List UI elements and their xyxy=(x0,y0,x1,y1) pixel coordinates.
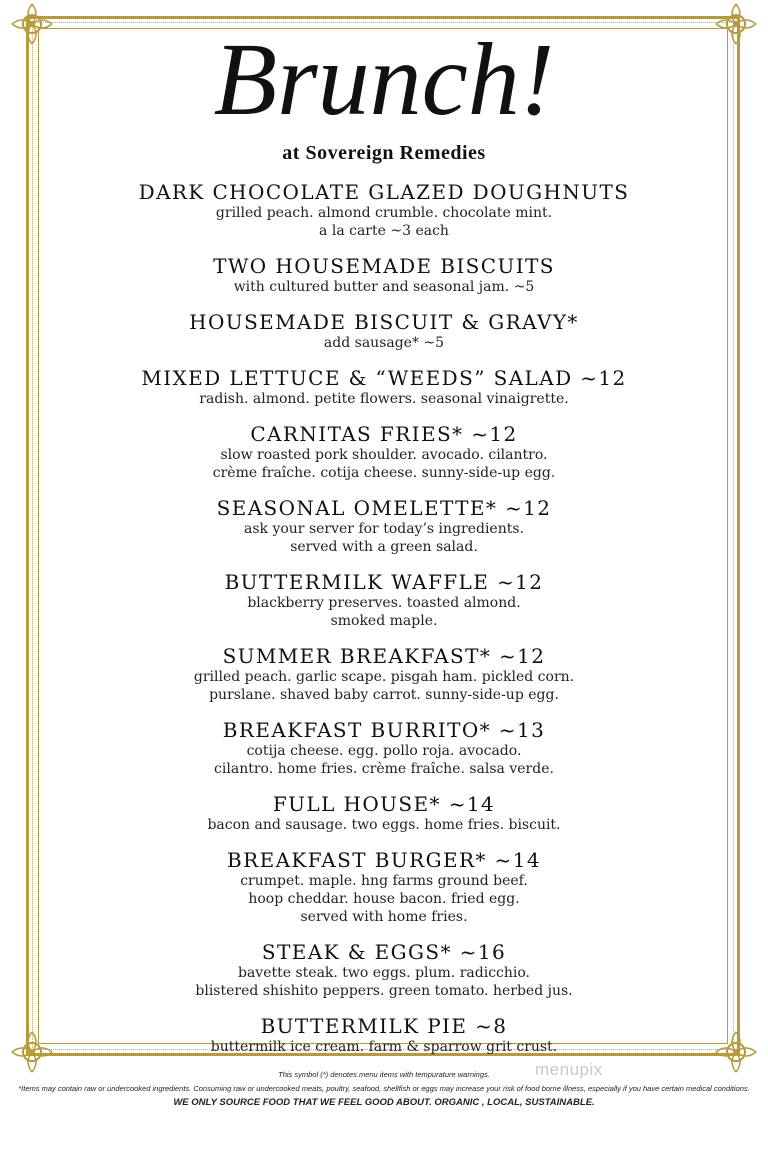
menu-item xyxy=(60,792,708,834)
menu-item-name: HOUSEMADE BISCUIT & GRAVY* xyxy=(189,310,579,334)
food-safety-warning: *Items may contain raw or undercooked ingredients. Consuming raw or undercooked meats, poultry, seafood, shellfish or eggs may increase your risk of food borne illness, especially if you have certain medical conditions. xyxy=(18,1084,750,1093)
symbol-footnote: This symbol (*) denotes menu items with tempurature warnings. xyxy=(278,1070,490,1079)
menu-item-name: BREAKFAST BURRITO* ~13 xyxy=(222,718,546,742)
menu-item-description: ask your server for today’s ingredients. xyxy=(243,521,524,537)
menu-item-name: FULL HOUSE* ~14 xyxy=(272,792,496,816)
menu-item xyxy=(60,1014,708,1056)
menu-item-description: bavette steak. two eggs. plum. radicchio. xyxy=(237,965,531,981)
menu-item-name: BUTTERMILK PIE ~8 xyxy=(260,1014,508,1038)
menu-item-name: STEAK & EGGS* ~16 xyxy=(261,940,507,964)
menu-item-description: add sausage* ~5 xyxy=(323,335,445,351)
corner-ornament-icon xyxy=(714,1030,758,1074)
menu-item xyxy=(60,940,708,1000)
corner-ornament-icon xyxy=(10,1030,54,1074)
menu-item-name: SUMMER BREAKFAST* ~12 xyxy=(222,644,546,668)
menu-item xyxy=(60,310,708,352)
menu-item-description: grilled peach. almond crumble. chocolate mint. xyxy=(215,205,553,221)
menu-item-description: served with a green salad. xyxy=(290,539,478,555)
menu-item xyxy=(60,718,708,778)
menu-item xyxy=(60,180,708,240)
menu-item-name: SEASONAL OMELETTE* ~12 xyxy=(216,496,552,520)
menu-item-name: CARNITAS FRIES* ~12 xyxy=(250,422,518,446)
menu-item xyxy=(60,644,708,704)
menu-item-name: MIXED LETTUCE & “WEEDS” SALAD ~12 xyxy=(141,366,627,390)
menu-item-description: cotija cheese. egg. pollo roja. avocado. xyxy=(246,743,522,759)
menu-item-description: buttermilk ice cream. farm & sparrow grit crust. xyxy=(210,1039,558,1055)
menu-subtitle: at Sovereign Remedies xyxy=(282,142,486,164)
menu-item-name: DARK CHOCOLATE GLAZED DOUGHNUTS xyxy=(138,180,630,204)
menu-item-description: bacon and sausage. two eggs. home fries. biscuit. xyxy=(207,817,561,833)
menu-item-description: crumpet. maple. hng farms ground beef. xyxy=(240,873,528,889)
menu-item-description: served with home fries. xyxy=(300,909,468,925)
menu-item-description: crème fraîche. cotija cheese. sunny-side-up egg. xyxy=(212,465,556,481)
menu-item-name: TWO HOUSEMADE BISCUITS xyxy=(213,254,555,278)
menu-item-name: BREAKFAST BURGER* ~14 xyxy=(227,848,541,872)
menu-item-description: cilantro. home fries. crème fraîche. salsa verde. xyxy=(214,761,554,777)
menu-item-description: with cultured butter and seasonal jam. ~5 xyxy=(233,279,535,295)
watermark: menupix xyxy=(535,1060,603,1079)
menu-item-name: BUTTERMILK WAFFLE ~12 xyxy=(224,570,544,594)
menu-item xyxy=(60,254,708,296)
menu-item xyxy=(60,570,708,630)
menu-item-description: a la carte ~3 each xyxy=(319,223,449,239)
menu-item xyxy=(60,848,708,926)
menu-item-description: blistered shishito peppers. green tomato. herbed jus. xyxy=(195,983,573,999)
menu-item-description: smoked maple. xyxy=(330,613,438,629)
menu-item-description: blackberry preserves. toasted almond. xyxy=(247,595,521,611)
menu-title: Brunch! xyxy=(213,22,555,137)
menu-item xyxy=(60,422,708,482)
menu-item-description: slow roasted pork shoulder. avocado. cilantro. xyxy=(220,447,548,463)
menu-item xyxy=(60,496,708,556)
menu-item-description: purslane. shaved baby carrot. sunny-side-up egg. xyxy=(209,687,559,703)
menu-item xyxy=(60,366,708,408)
sourcing-statement: WE ONLY SOURCE FOOD THAT WE FEEL GOOD ABOUT. ORGANIC , LOCAL, SUSTAINABLE. xyxy=(173,1097,595,1108)
menu-item-description: radish. almond. petite flowers. seasonal vinaigrette. xyxy=(199,391,569,407)
menu-item-description: grilled peach. garlic scape. pisgah ham. pickled corn. xyxy=(193,669,575,685)
menu-item-description: hoop cheddar. house bacon. fried egg. xyxy=(248,891,520,907)
menu-item-list xyxy=(60,180,708,1070)
